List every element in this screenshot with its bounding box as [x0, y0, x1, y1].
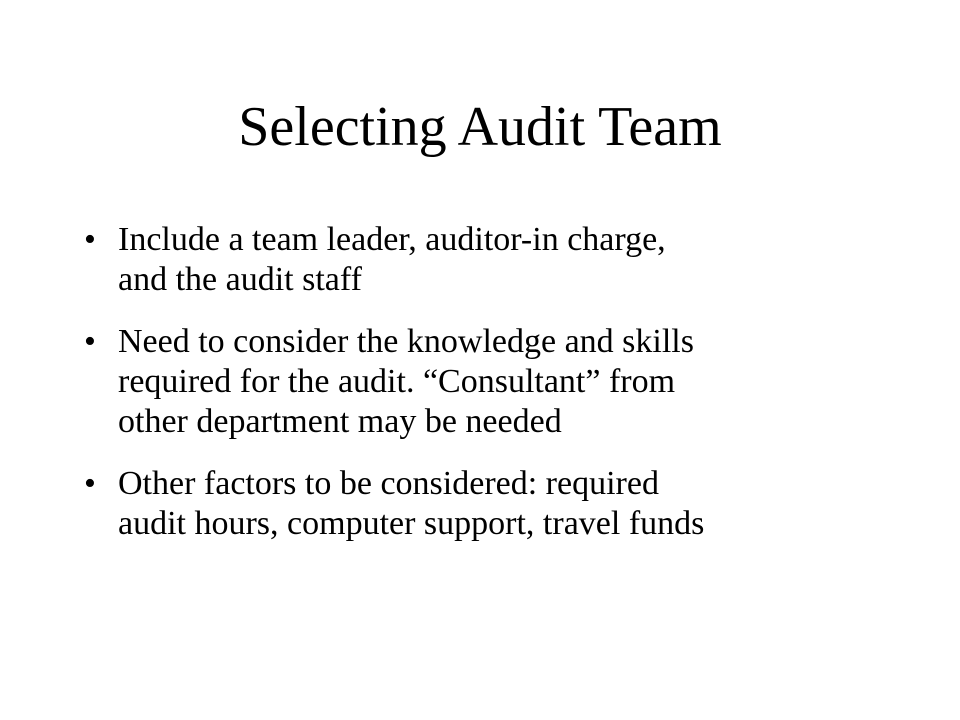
bullet-2-line-2: required for the audit. “Consultant” from	[118, 363, 676, 400]
bullet-3-line-1: Other factors to be considered: required	[118, 465, 659, 502]
bullet-item-2	[80, 322, 880, 442]
bullet-1-line-2: and the audit staff	[118, 261, 362, 298]
bullet-item-3	[80, 464, 880, 544]
bullet-3-line-2: audit hours, computer support, travel funds	[118, 505, 705, 542]
bullet-item-1	[80, 220, 880, 300]
bullet-1-line-1: Include a team leader, auditor-in charge,	[118, 221, 666, 258]
bullet-2-line-3: other department may be needed	[118, 403, 562, 440]
bullet-marker: •	[84, 221, 96, 258]
bullet-2-line-1: Need to consider the knowledge and skills	[118, 323, 694, 360]
slide-title: Selecting Audit Team	[238, 96, 722, 158]
bullet-marker: •	[84, 323, 96, 360]
bullet-marker: •	[84, 465, 96, 502]
bullet-list	[80, 220, 880, 566]
